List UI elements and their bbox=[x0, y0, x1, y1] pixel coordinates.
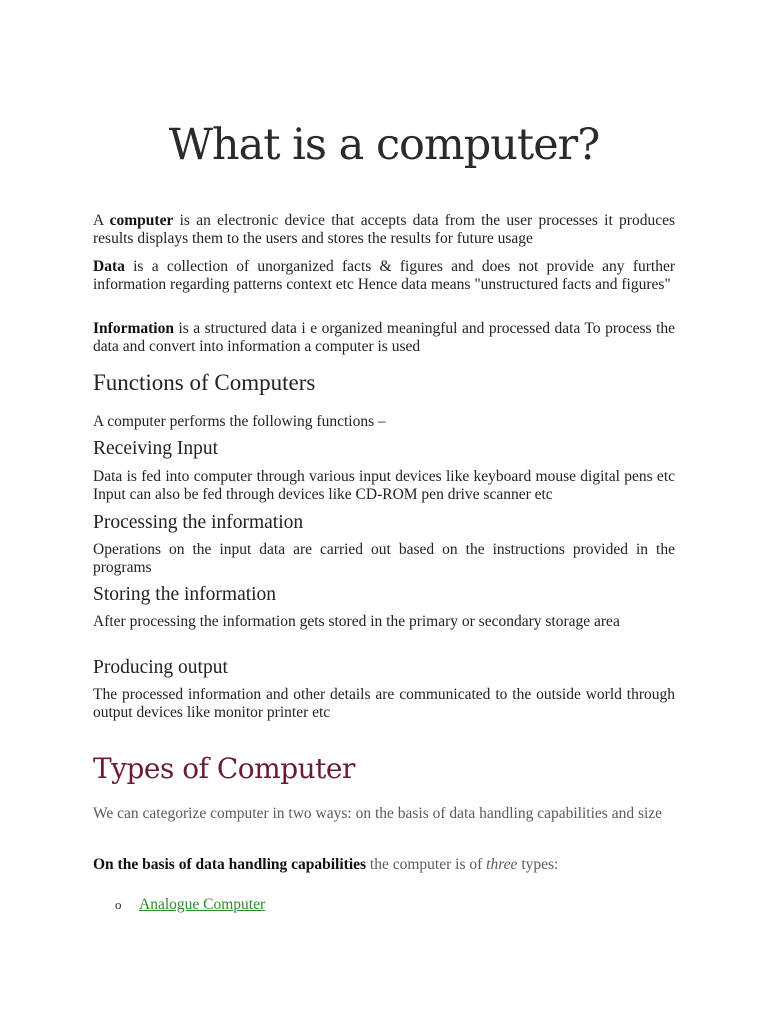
function-text-processing: Operations on the input data are carried out based on the instructions provided in the programs bbox=[93, 541, 675, 576]
computer-definition bbox=[93, 212, 675, 248]
function-heading-processing: Processing the information bbox=[93, 512, 304, 533]
function-heading-output: Producing output bbox=[93, 657, 228, 678]
list-bullet: o bbox=[115, 897, 122, 912]
basis-text-after: types: bbox=[521, 856, 559, 873]
basis-label: On the basis of data handling capabilities bbox=[93, 856, 367, 873]
function-heading-storing: Storing the information bbox=[93, 584, 277, 605]
data-definition-text: is a collection of unorganized facts & figures and does not provide any further information regarding patterns context etc Hence data means "unstructured facts and figures" bbox=[93, 258, 675, 293]
function-text-receiving-input: Data is fed into computer through various input devices like keyboard mouse digital pens etc Input can also be fed through devices like CD-ROM pen drive scanner etc bbox=[93, 468, 675, 503]
functions-heading: Functions of Computers bbox=[93, 370, 316, 395]
function-heading-receiving-input: Receiving Input bbox=[93, 438, 219, 459]
types-intro: We can categorize computer in two ways: on the basis of data handling capabilities and size bbox=[93, 805, 663, 822]
types-heading: Types of Computer bbox=[93, 752, 355, 785]
data-term: Data bbox=[93, 258, 125, 275]
computer-term: computer bbox=[109, 212, 174, 229]
list-item-analogue-computer bbox=[115, 896, 265, 914]
basis-text-before: the computer is of bbox=[369, 856, 483, 873]
analogue-computer-link[interactable]: Analogue Computer bbox=[139, 896, 266, 913]
information-definition bbox=[93, 320, 675, 356]
computer-definition-text: is an electronic device that accepts data from the user processes it produces results displays them to the users and stores the results for future usage bbox=[93, 212, 675, 247]
function-text-storing: After processing the information gets stored in the primary or secondary storage area bbox=[93, 613, 620, 630]
basis-line bbox=[93, 856, 675, 874]
basis-emphasis: three bbox=[486, 856, 518, 873]
data-definition bbox=[93, 258, 675, 294]
page-title: What is a computer? bbox=[168, 120, 600, 170]
function-text-output: The processed information and other details are communicated to the outside world through output devices like monitor printer etc bbox=[93, 686, 675, 721]
functions-intro: A computer performs the following functions – bbox=[93, 413, 386, 430]
information-term: Information bbox=[93, 320, 174, 337]
information-definition-text: is a structured data i e organized meaningful and processed data To process the data and convert into information a computer is used bbox=[93, 320, 676, 355]
computer-definition-article: A bbox=[93, 212, 104, 229]
